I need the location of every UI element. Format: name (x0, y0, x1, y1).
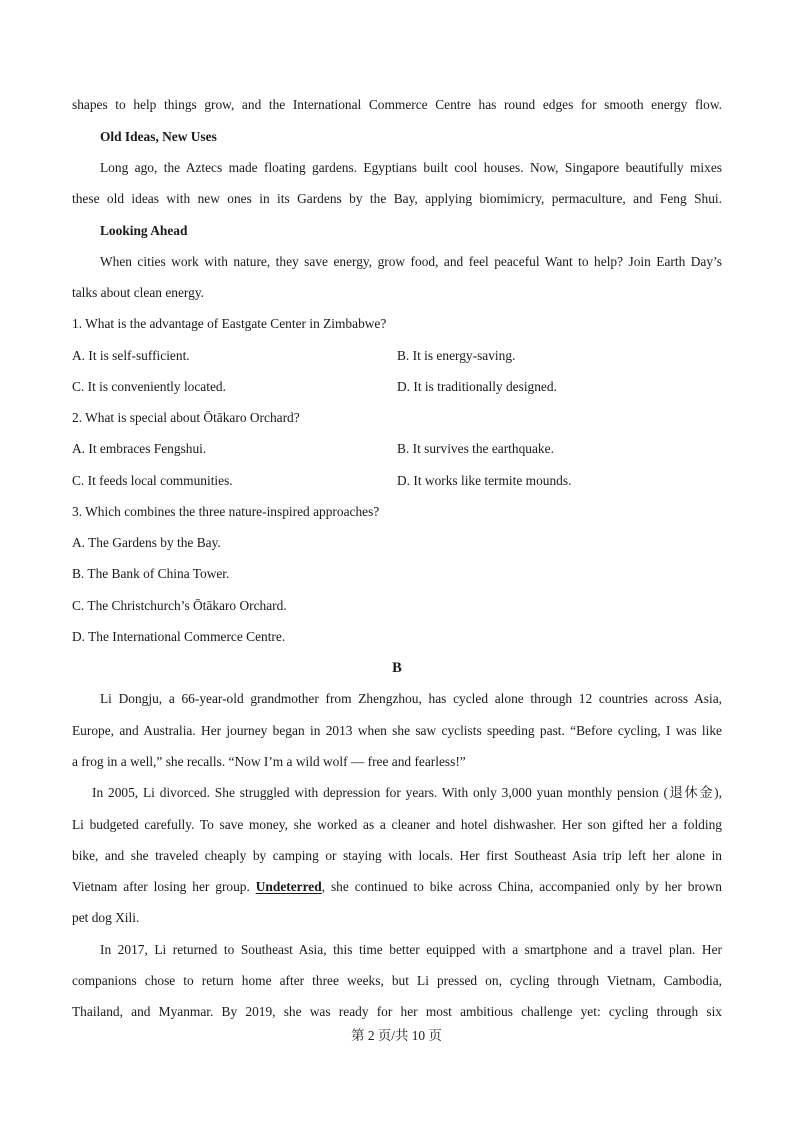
text-line: Li Dongju, a 66-year-old grandmother from Zhengzhou, has cycled alone through 12 countries across Asia, (100, 691, 722, 706)
text-line: Europe, and Australia. Her journey began in 2013 when she saw cyclists speeding past. “Before cycling, I was like (72, 723, 722, 738)
text-fragment: Vietnam after losing her group. (72, 879, 250, 894)
answer-option: B. The Bank of China Tower. (72, 566, 230, 581)
question-stem: 1. What is the advantage of Eastgate Center in Zimbabwe? (72, 316, 387, 331)
text-line: a frog in a well,” she recalls. “Now I’m a wild wolf — free and fearless!” (72, 754, 466, 769)
section-label: B (392, 660, 402, 676)
answer-option: B. It survives the earthquake. (397, 441, 554, 456)
text-line: shapes to help things grow, and the International Commerce Centre has round edges for smooth energy flow. (72, 97, 722, 112)
text-line: In 2017, Li returned to Southeast Asia, this time better equipped with a smartphone and a travel plan. Her (100, 942, 722, 957)
answer-option: C. The Christchurch’s Ōtākaro Orchard. (72, 598, 287, 613)
text-line: Li budgeted carefully. To save money, she worked as a cleaner and hotel dishwasher. Her son gifted her a folding (72, 817, 722, 832)
text-line: these old ideas with new ones in its Gardens by the Bay, applying biomimicry, permaculture, and Feng Shui. (72, 191, 722, 206)
text-line: Thailand, and Myanmar. By 2019, she was ready for her most ambitious challenge yet: cycling through six (72, 1004, 722, 1019)
answer-option: D. It works like termite mounds. (397, 473, 572, 488)
text-fragment: , she continued to bike across China, accompanied only by her brown (321, 879, 722, 894)
section-heading: Looking Ahead (100, 223, 188, 238)
answer-option: B. It is energy-saving. (397, 348, 516, 363)
text-line: Long ago, the Aztecs made floating gardens. Egyptians built cool houses. Now, Singapore beautifully mixes (100, 160, 722, 175)
answer-option: A. It is self-sufficient. (72, 348, 190, 363)
text-line: bike, and she traveled cheaply by camping or staying with locals. Her first Southeast Asia trip left her alone in (72, 848, 722, 863)
question-stem: 2. What is special about Ōtākaro Orchard? (72, 410, 300, 425)
section-heading: Old Ideas, New Uses (100, 129, 217, 144)
answer-option: D. It is traditionally designed. (397, 379, 557, 394)
underlined-keyword: Undeterred (255, 879, 322, 894)
answer-option: C. It feeds local communities. (72, 473, 233, 488)
text-line: talks about clean energy. (72, 285, 204, 300)
text-line: pet dog Xili. (72, 910, 140, 925)
text-line: companions chose to return home after three weeks, but Li pressed on, cycling through Vietnam, Cambodia, (72, 973, 722, 988)
question-stem: 3. Which combines the three nature-inspired approaches? (72, 504, 380, 519)
answer-option: A. The Gardens by the Bay. (72, 535, 221, 550)
answer-option: C. It is conveniently located. (72, 379, 226, 394)
answer-option: D. The International Commerce Centre. (72, 629, 286, 644)
answer-option: A. It embraces Fengshui. (72, 441, 207, 456)
page-footer: 第 2 页/共 10 页 (351, 1028, 442, 1043)
text-line (72, 877, 722, 897)
text-line: In 2005, Li divorced. She struggled with depression for years. With only 3,000 yuan monthly pension (退休金), (92, 785, 722, 800)
text-line: When cities work with nature, they save energy, grow food, and feel peaceful Want to help? Join Earth Day’s (100, 254, 722, 269)
